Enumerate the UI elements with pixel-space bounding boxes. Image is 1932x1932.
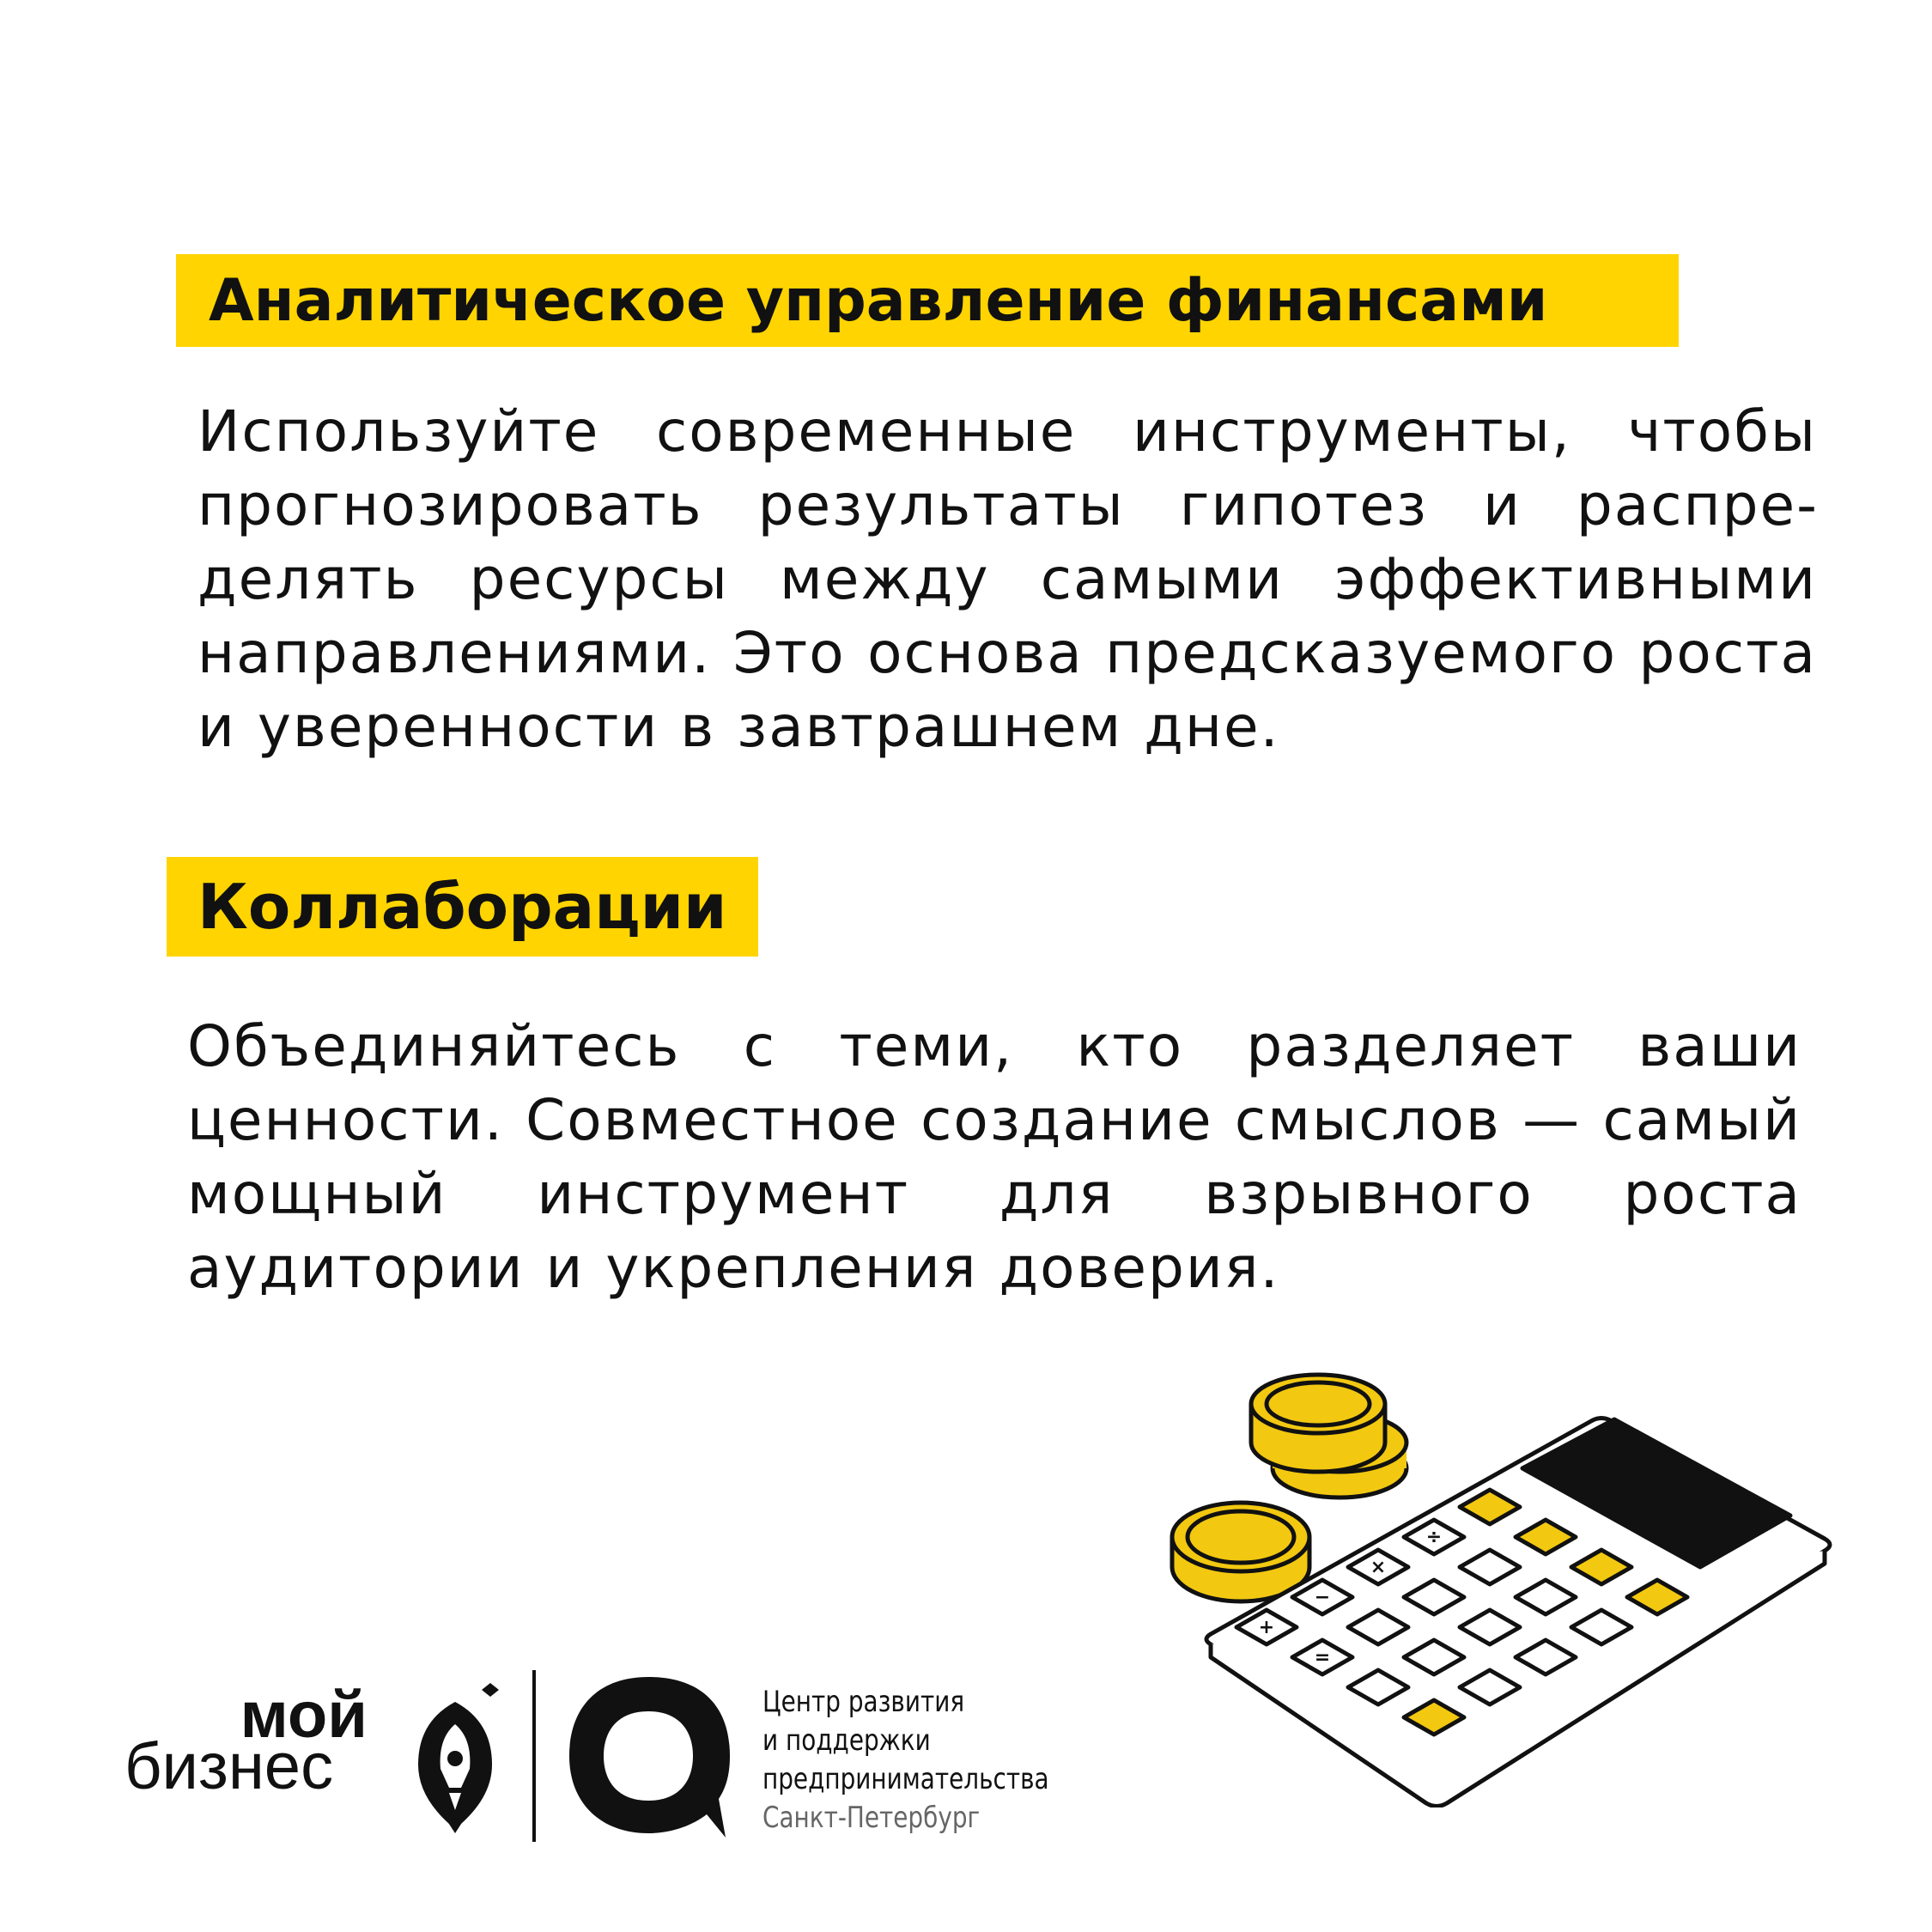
center-city: Санкт-Петербург xyxy=(762,1801,981,1835)
section2-heading-text: Коллаборации xyxy=(197,871,727,943)
section1-heading-text: Аналитическое управление финансами xyxy=(209,266,1548,335)
center-name-line1: Центр развития xyxy=(762,1685,965,1719)
key-plus: + xyxy=(1258,1617,1275,1638)
section1-text: Используйте современные инструменты, чтобы прогнозировать результаты гипотез и распределять ресурсы между самыми эффективными направлениями. Это основа предсказуемого роста и уверенности в завтрашнем дне. xyxy=(197,398,1817,760)
speech-bubble-logo-icon xyxy=(562,1670,734,1842)
calculator-icon xyxy=(1163,1361,1842,1807)
key-equals: = xyxy=(1314,1647,1331,1668)
rocket-icon xyxy=(408,1683,502,1850)
logo-word-biznes: бизнес xyxy=(125,1730,334,1803)
logo-divider xyxy=(532,1670,536,1842)
center-name-line3: предпринимательства xyxy=(762,1762,1049,1796)
section2-heading xyxy=(167,857,758,957)
key-minus: − xyxy=(1314,1587,1331,1608)
section1-heading xyxy=(176,254,1679,347)
key-multiply: × xyxy=(1370,1557,1387,1578)
logo-word-moi: мой xyxy=(240,1679,368,1752)
key-divide: ÷ xyxy=(1425,1527,1443,1548)
section2-text: Объединяйтесь с теми, кто разделяет ваши ценности. Совместное создание смыслов — самый мощный инструмент для взрывного роста аудитории и укрепления доверия. xyxy=(187,1013,1801,1301)
center-name-line2: и поддержки xyxy=(762,1723,931,1758)
coin-stack-icon xyxy=(1251,1375,1406,1498)
moi-biznes-logo xyxy=(125,1679,502,1846)
coin-icon xyxy=(1172,1503,1309,1601)
